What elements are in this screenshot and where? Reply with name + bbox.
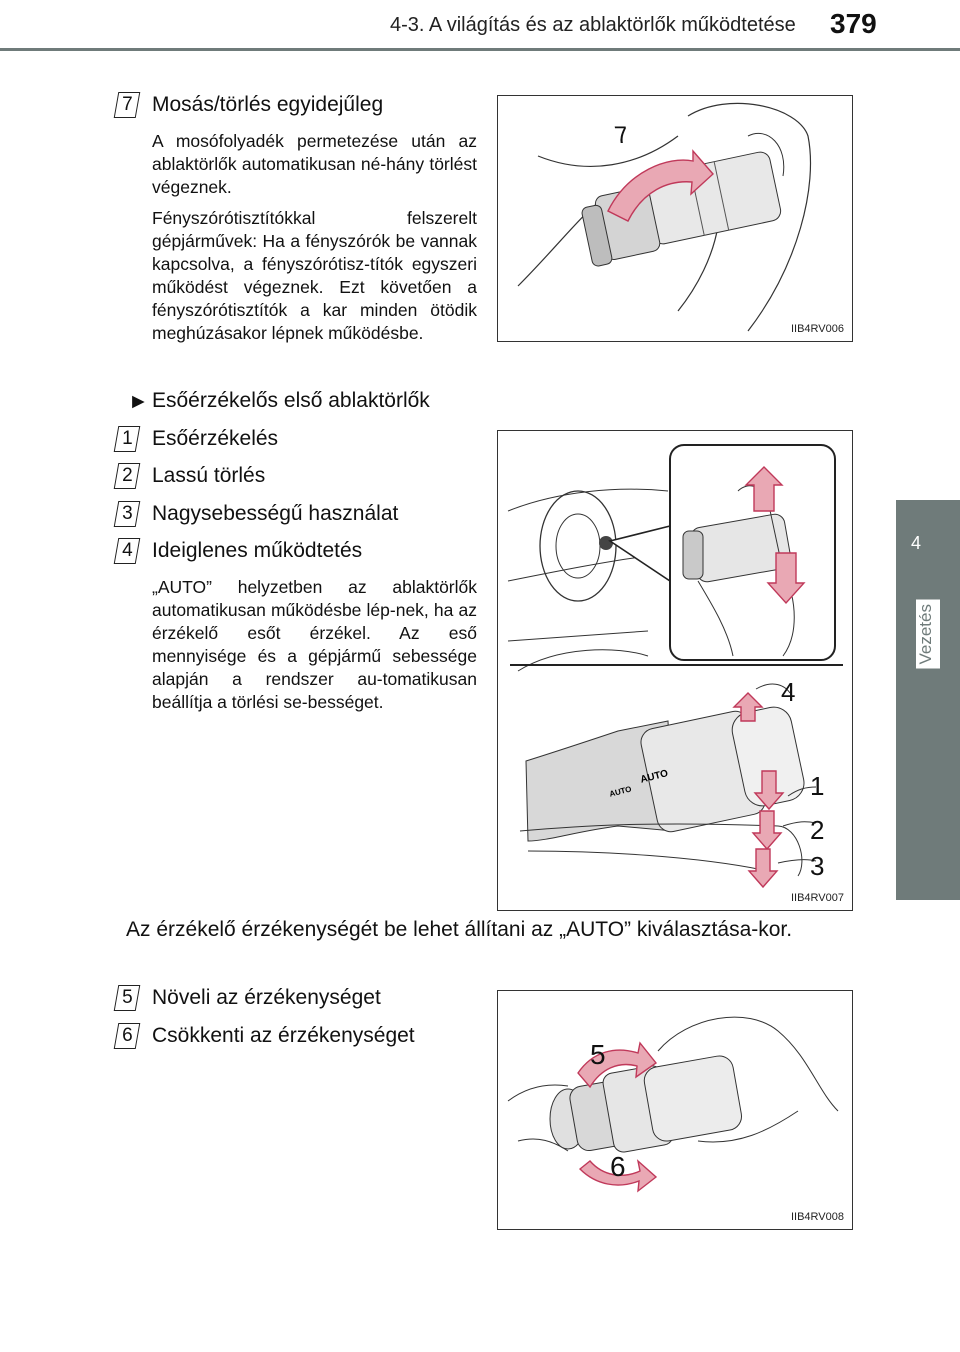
paragraph-auto: „AUTO” helyzetben az ablaktörlők automatikusan működésbe lép-nek, ha az érzékelő esőt érzékel. Az eső mennyisége és a gépjármű sebessége alapján a rendszer au-tomatikusan beállítja a törlési se-bességet.	[152, 577, 477, 712]
subheading-rain-sensor: Esőérzékelős első ablaktörlők	[152, 389, 430, 412]
item-label-decrease: Csökkenti az érzékenységet	[152, 1024, 415, 1047]
arrow-slow	[753, 811, 781, 849]
subheading-marker: ►	[128, 390, 149, 413]
item-marker-3: 3	[114, 501, 141, 527]
figure-callout-4: 4	[781, 677, 796, 707]
item-label-mist: Ideiglenes működtetés	[152, 539, 363, 562]
figure-rain-sensor	[497, 430, 853, 911]
stalk-auto-label: AUTO	[608, 784, 633, 799]
figure-callout-2: 2	[810, 815, 825, 845]
page-number: 379	[830, 8, 877, 39]
item-marker-2: 2	[114, 463, 141, 489]
item-label-rain-sensing: Esőérzékelés	[152, 427, 279, 450]
wash-stalk-illustration	[498, 96, 852, 341]
running-header-title: 4-3. A világítás és az ablaktörlők működtetése	[390, 14, 796, 36]
item-title-wash: Mosás/törlés egyidejűleg	[152, 93, 384, 116]
header-rule	[0, 48, 960, 51]
paragraph-wash-1: A mosófolyadék permetezése után az ablaktörlők automatikusan né-hány törlést végeznek.	[152, 131, 477, 197]
item-marker-4: 4	[114, 538, 141, 564]
figure-callout-3: 3	[810, 851, 825, 881]
chapter-tab-label: Vezetés	[916, 600, 940, 669]
sensitivity-illustration	[498, 991, 852, 1229]
figure-sensitivity-dial	[497, 990, 853, 1230]
figure-wash-stalk	[497, 95, 853, 342]
figure-code: IIB4RV008	[790, 1211, 844, 1223]
figure-code: IIB4RV007	[790, 892, 844, 904]
paragraph-wash-2: Fényszórótisztítókkal felszerelt gépjárművek: Ha a fényszórók be vannak kapcsolva, a fényszórótisz-títók egyszeri működést végeznek. Ezt követően a fényszórótisztítók a kar minden ötödik meghúzásakor lépnek működésbe.	[152, 208, 477, 343]
figure-callout-1: 1	[810, 771, 825, 801]
item-label-high-speed: Nagysebességű használat	[152, 502, 399, 525]
item-marker-5: 5	[114, 985, 141, 1011]
item-marker-6: 6	[114, 1023, 141, 1049]
rain-sensor-illustration	[498, 431, 852, 910]
chapter-tab-number: 4	[910, 533, 921, 553]
item-label-increase: Növeli az érzékenységet	[152, 986, 381, 1009]
switch-auto-label: AUTO	[639, 768, 670, 786]
figure-code: IIB4RV006	[790, 323, 844, 335]
item-label-slow: Lassú törlés	[152, 464, 266, 487]
item-marker-1: 1	[114, 426, 141, 452]
figure-callout-5: 5	[590, 1039, 606, 1070]
item-marker-7: 7	[114, 92, 141, 118]
chapter-tab	[896, 500, 960, 900]
figure-callout-6: 6	[610, 1151, 626, 1182]
figure-callout-7: 7	[612, 122, 632, 149]
paragraph-sensitivity: Az érzékelő érzékenységét be lehet állítani az „AUTO” kiválasztása-kor.	[126, 918, 793, 941]
